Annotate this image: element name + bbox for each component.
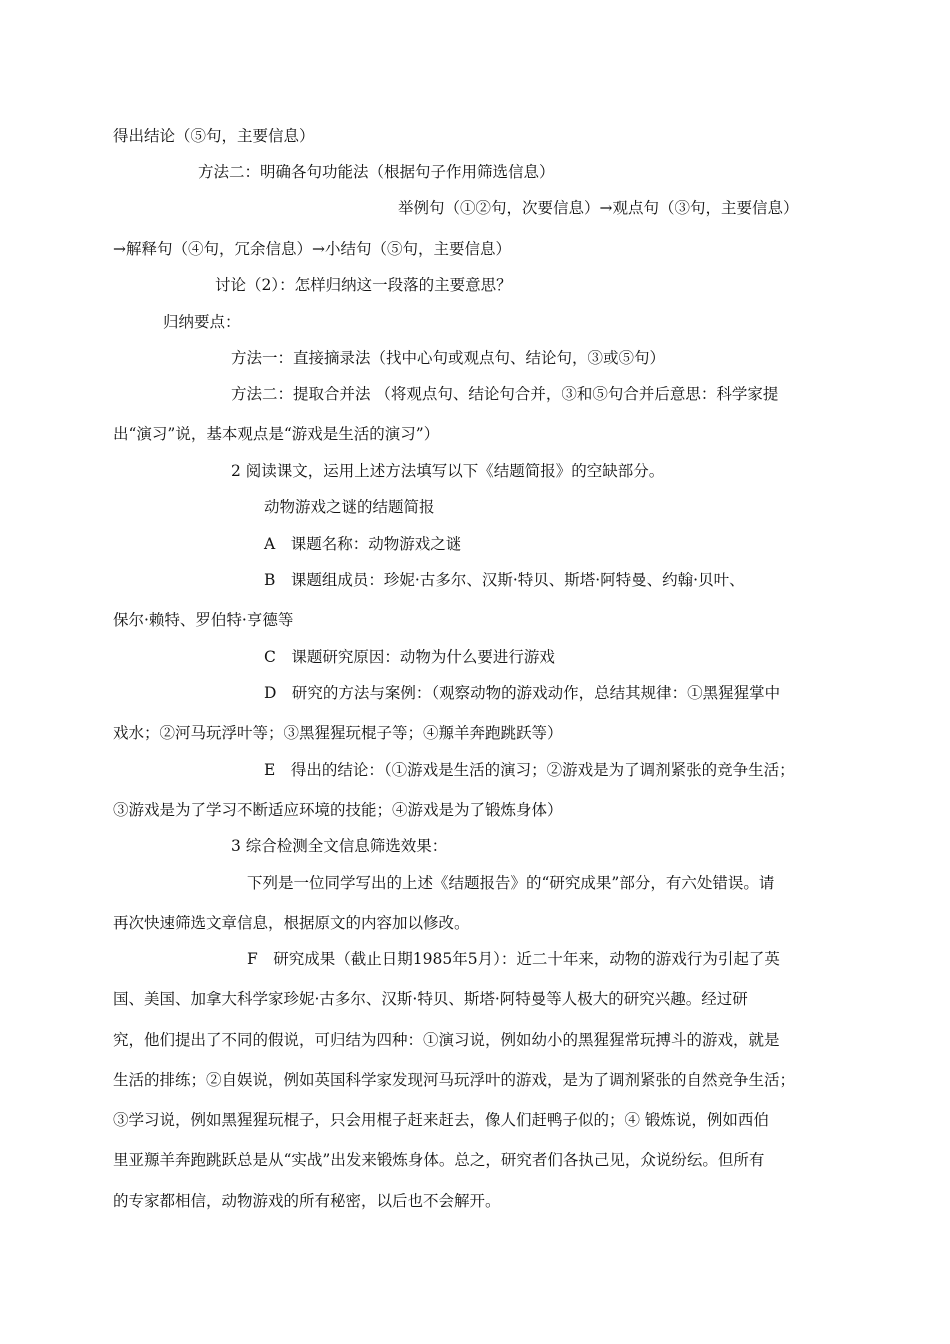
text-line: 得出结论（⑤句，主要信息）: [113, 127, 315, 145]
text-line: 出“演习”说，基本观点是“游戏是生活的演习”）: [113, 425, 440, 443]
text-line: ③游戏是为了学习不断适应环境的技能；④游戏是为了锻炼身体）: [113, 801, 563, 819]
text-line: 保尔·赖特、罗伯特·亨德等: [113, 611, 294, 629]
text-line: 里亚羱羊奔跑跳跃总是从“实战”出发来锻炼身体。总之，研究者们各执己见，众说纷纭。但所有: [113, 1151, 765, 1169]
text-line: 动物游戏之谜的结题简报: [264, 498, 435, 516]
text-line: 的专家都相信，动物游戏的所有秘密，以后也不会解开。: [113, 1192, 501, 1210]
text-line: E 得出的结论：（①游戏是生活的演习；②游戏是为了调剂紧张的竞争生活；: [264, 761, 795, 779]
text-line: D 研究的方法与案例：（观察动物的游戏动作，总结其规律：①黑猩猩掌中: [264, 684, 781, 702]
text-line: F 研究成果（截止日期1985年5月）：近二十年来，动物的游戏行为引起了英: [247, 950, 780, 968]
text-line: 方法二：明确各句功能法（根据句子作用筛选信息）: [198, 163, 555, 181]
text-line: 再次快速筛选文章信息，根据原文的内容加以修改。: [113, 914, 470, 932]
text-line: 究，他们提出了不同的假说，可归结为四种：①演习说，例如幼小的黑猩猩常玩搏斗的游戏，就是: [113, 1031, 780, 1049]
text-line: 方法一：直接摘录法（找中心句或观点句、结论句，③或⑤句）: [231, 349, 666, 367]
text-line: 国、美国、加拿大科学家珍妮·古多尔、汉斯·特贝、斯塔·阿特曼等人极大的研究兴趣。经过研: [113, 990, 748, 1008]
text-line: 归纳要点：: [163, 313, 241, 331]
text-line: B 课题组成员：珍妮·古多尔、汉斯·特贝、斯塔·阿特曼、约翰·贝叶、: [264, 571, 745, 589]
text-line: 下列是一位同学写出的上述《结题报告》的“研究成果”部分，有六处错误。请: [247, 874, 775, 892]
text-line: 戏水；②河马玩浮叶等；③黑猩猩玩棍子等；④羱羊奔跑跳跃等）: [113, 724, 563, 742]
text-line: C 课题研究原因：动物为什么要进行游戏: [264, 648, 555, 666]
text-line: 举例句（①②句，次要信息）→观点句（③句，主要信息）: [398, 199, 799, 217]
text-line: 方法二：提取合并法 （将观点句、结论句合并，③和⑤句合并后意思：科学家提: [231, 385, 779, 403]
text-line: 3 综合检测全文信息筛选效果：: [231, 837, 448, 855]
text-line: 生活的排练；②自娱说，例如英国科学家发现河马玩浮叶的游戏，是为了调剂紧张的自然竞争生活；: [113, 1071, 796, 1089]
text-line: A 课题名称：动物游戏之谜: [264, 535, 462, 553]
text-line: 2 阅读课文，运用上述方法填写以下《结题简报》的空缺部分。: [231, 462, 665, 480]
text-line: 讨论（2）：怎样归纳这一段落的主要意思？: [215, 276, 512, 294]
text-line: →解释句（④句，冗余信息）→小结句（⑤句，主要信息）: [113, 240, 511, 258]
text-line: ③学习说，例如黑猩猩玩棍子，只会用棍子赶来赶去，像人们赶鸭子似的；④ 锻炼说，例如西伯: [113, 1111, 769, 1129]
